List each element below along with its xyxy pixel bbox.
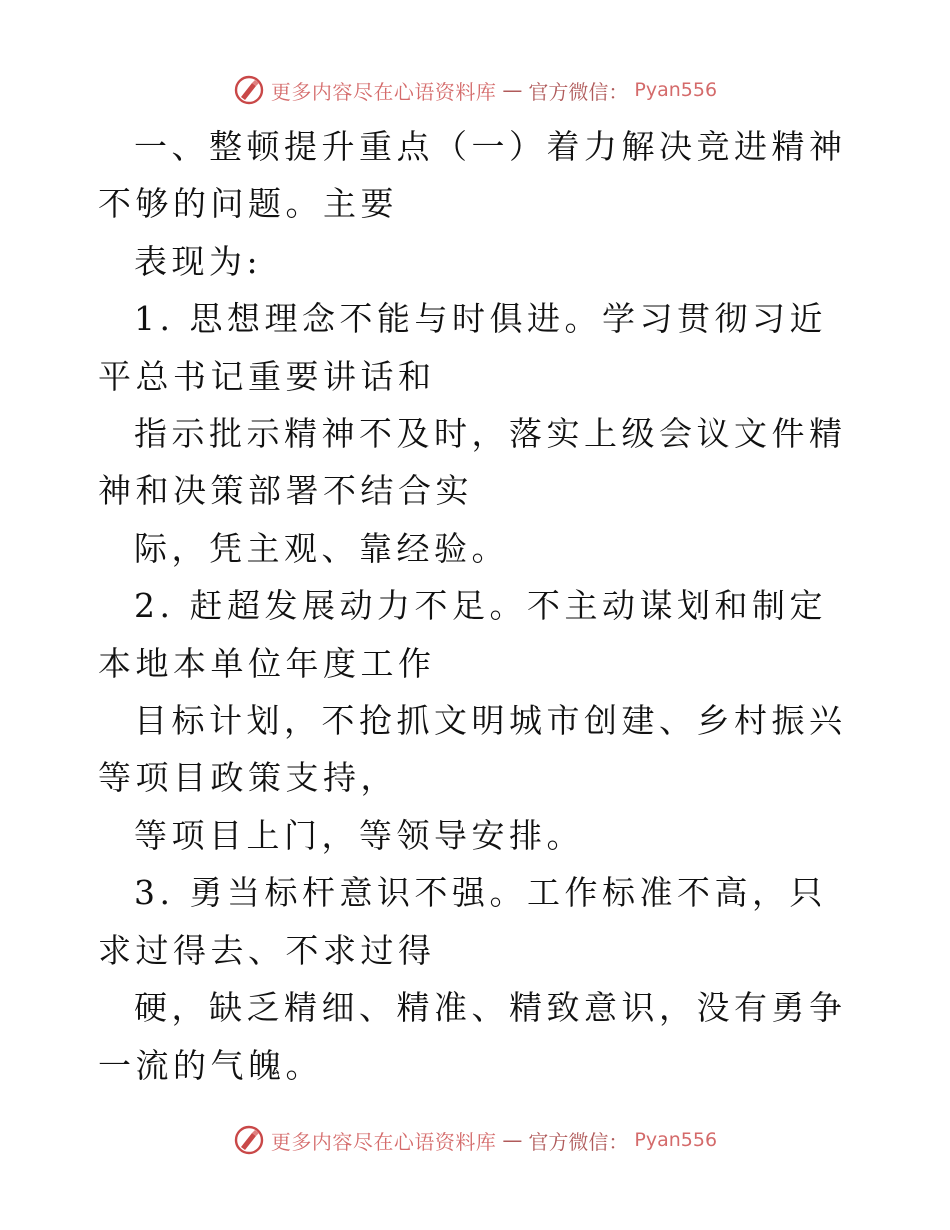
paragraph: 际，凭主观、靠经验。 bbox=[134, 528, 509, 568]
header-watermark bbox=[0, 72, 950, 108]
watermark-wechat-id: Pyan556 bbox=[634, 79, 718, 101]
paragraph: 等项目上门，等领导安排。 bbox=[134, 815, 584, 855]
paragraph: 3. 勇当标杆意识不强。工作标准不高，只求过得去、不求过得 bbox=[98, 873, 827, 970]
paragraph: 指示批示精神不及时，落实上级会议文件精神和决策部署不结合实 bbox=[98, 414, 847, 511]
paragraph: 硬，缺乏精细、精准、精致意识，没有勇争一流的气魄。 bbox=[98, 988, 847, 1085]
paragraph: 1. 思想理念不能与时俱进。学习贯彻习近平总书记重要讲话和 bbox=[98, 299, 827, 396]
watermark-main-text: 更多内容尽在心语资料库 bbox=[270, 1129, 497, 1154]
paragraph: 表现为: bbox=[134, 241, 263, 281]
pen-circle-logo-icon bbox=[233, 1124, 265, 1156]
watermark-sub-text: 官方微信： bbox=[528, 79, 629, 104]
watermark-wechat-id: Pyan556 bbox=[634, 1129, 718, 1151]
watermark-separator: — bbox=[502, 78, 523, 102]
paragraph: 一、整顿提升重点（一）着力解决竞进精神不够的问题。主要 bbox=[98, 127, 847, 224]
watermark-sub-text: 官方微信： bbox=[528, 1129, 629, 1154]
paragraph: 目标计划，不抢抓文明城市创建、乡村振兴等项目政策支持， bbox=[98, 701, 847, 798]
document-body bbox=[98, 118, 858, 1094]
footer-watermark bbox=[0, 1122, 950, 1158]
watermark-separator: — bbox=[502, 1128, 523, 1152]
watermark-main-text: 更多内容尽在心语资料库 bbox=[270, 79, 497, 104]
paragraph: 2. 赶超发展动力不足。不主动谋划和制定本地本单位年度工作 bbox=[98, 586, 827, 683]
pen-circle-logo-icon bbox=[233, 74, 265, 106]
